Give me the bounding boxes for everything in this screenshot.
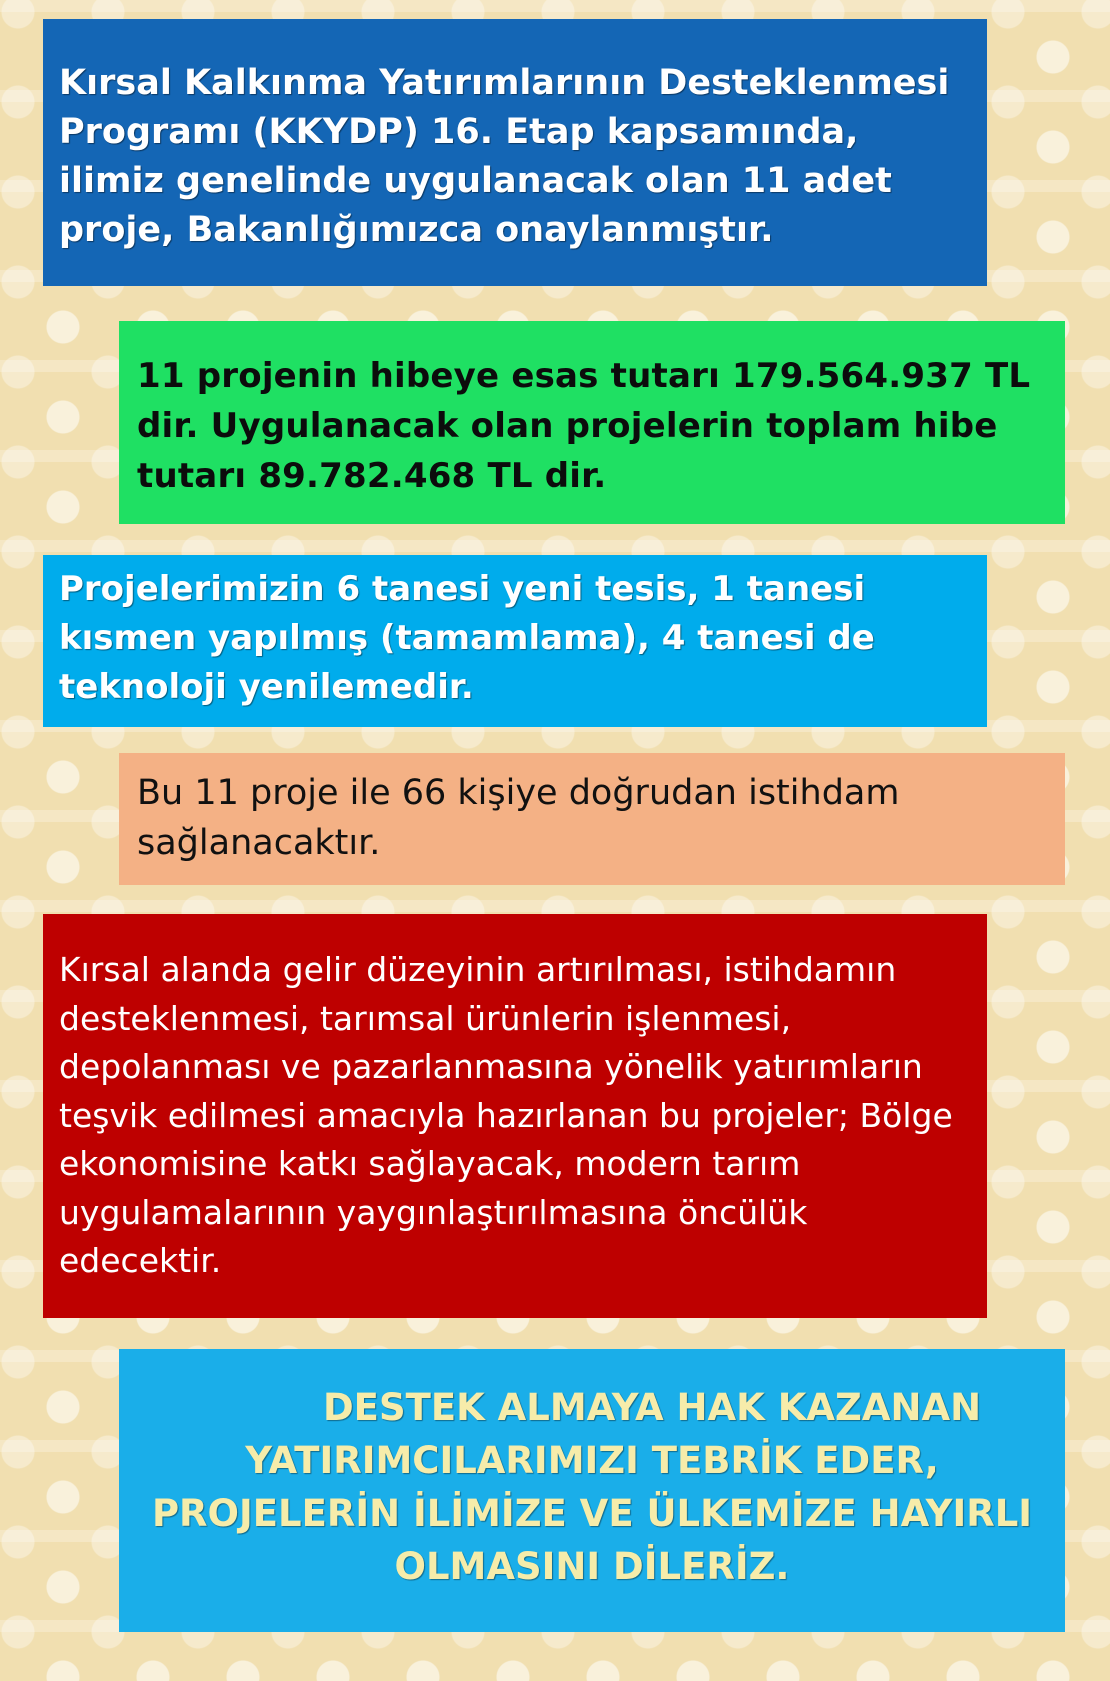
goals-box: [43, 914, 987, 1318]
employment-box: [119, 753, 1065, 885]
project-types-box: [43, 555, 987, 727]
intro-text: Kırsal Kalkınma Yatırımlarının Desteklenmesi Programı (KKYDP) 16. Etap kapsamında, ilimiz genelinde uygulanacak olan 11 adet proje, Bakanlığımızca onaylanmıştır.: [59, 63, 950, 250]
grant-amounts-box: [119, 321, 1065, 524]
employment-text: Bu 11 proje ile 66 kişiye doğrudan istihdam sağlanacaktır.: [137, 773, 900, 863]
congratulations-box: [119, 1349, 1065, 1632]
intro-box: [43, 19, 987, 286]
congratulations-text: DESTEK ALMAYA HAK KAZANAN YATIRIMCILARIMIZI TEBRİK EDER, PROJELERİN İLİMİZE VE ÜLKEMİZE HAYIRLI OLMASINI DİLERİZ.: [151, 1386, 1033, 1588]
goals-text: Kırsal alanda gelir düzeyinin artırılması, istihdamın desteklenmesi, tarımsal ürünlerin işlenmesi, depolanması ve pazarlanmasına yönelik yatırımların teşvik edilmesi amacıyla hazırlanan bu projeler; Bölge ekonomisine katkı sağlayacak, modern tarım uygulamalarının yaygınlaştırılmasına öncülük edecektir.: [59, 950, 953, 1280]
grant-amounts-text: 11 projenin hibeye esas tutarı 179.564.937 TL dir. Uygulanacak olan projelerin toplam hibe tutarı 89.782.468 TL dir.: [137, 356, 1031, 496]
project-types-text: Projelerimizin 6 tanesi yeni tesis, 1 tanesi kısmen yapılmış (tamamlama), 4 tanesi de teknoloji yenilemedir.: [59, 569, 875, 707]
